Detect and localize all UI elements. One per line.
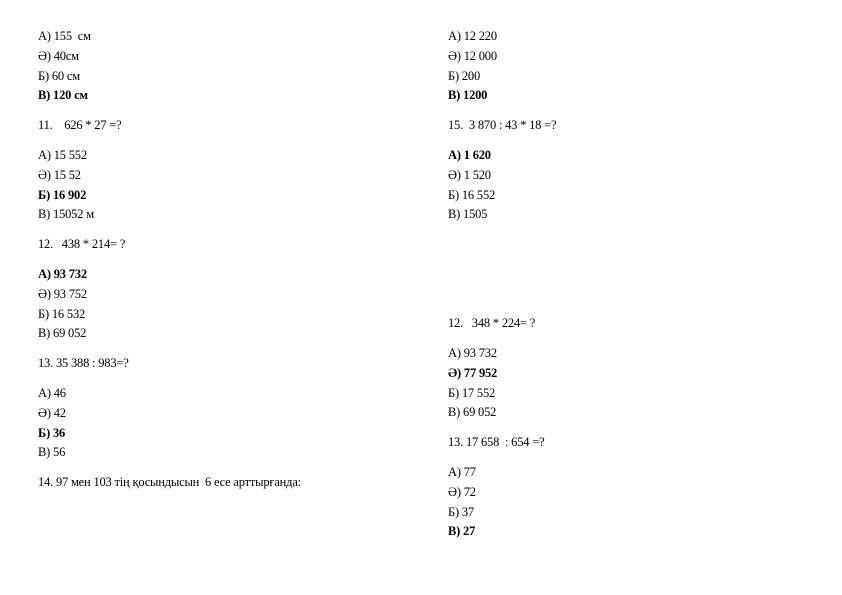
option-a-correct: А) 93 732 (38, 266, 87, 281)
option-ae: Ә) 1 520 (448, 167, 491, 182)
option-v-correct: В) 1200 (448, 88, 488, 103)
option-v: В) 1505 (448, 207, 488, 222)
question-12: 12. 438 * 214= ? (38, 237, 126, 252)
question-14: 14. 97 мен 103 тің қосындысын 6 есе арттырғанда: (38, 475, 301, 490)
option-a: А) 12 220 (448, 29, 497, 43)
option-b: Б) 16 532 (38, 306, 86, 321)
option-ae: Ә) 93 752 (38, 286, 87, 301)
question-15: 15. 3 870 : 43 * 18 =? (448, 118, 557, 133)
option-a: А) 155 см (38, 29, 91, 43)
option-a: А) 77 (448, 464, 476, 479)
option-b: Б) 200 (448, 68, 481, 83)
right-column (448, 27, 828, 542)
question-13-options (38, 384, 418, 463)
option-a: А) 93 732 (448, 345, 497, 360)
option-v: В) 15052 м (38, 207, 94, 222)
option-v: В) 56 (38, 445, 66, 460)
left-column (38, 27, 418, 493)
option-ae: Ә) 12 000 (448, 48, 497, 63)
question-12-options (448, 344, 828, 423)
option-v-correct: В) 120 см (38, 88, 88, 103)
option-b: Б) 17 552 (448, 385, 496, 400)
option-a: А) 15 552 (38, 147, 87, 162)
option-ae: Ә) 15 52 (38, 167, 81, 182)
question-11-options (38, 146, 418, 225)
option-ae-correct: Ә) 77 952 (448, 365, 498, 380)
option-b: Б) 37 (448, 504, 474, 519)
question-15-options (448, 146, 828, 225)
option-a-correct: А) 1 620 (448, 147, 491, 162)
question-12-options (38, 265, 418, 344)
question-12: 12. 348 * 224= ? (448, 316, 536, 331)
option-ae: Ә) 40см (38, 48, 79, 63)
option-a: А) 46 (38, 385, 66, 400)
question-13: 13. 17 658 : 654 =? (448, 435, 545, 450)
question-13: 13. 35 388 : 983=? (38, 356, 129, 371)
left-block1-options (38, 27, 418, 106)
option-ae: Ә) 42 (38, 405, 66, 420)
option-b-correct: Б) 16 902 (38, 187, 87, 202)
option-v-correct: В) 27 (448, 524, 476, 539)
question-13-options (448, 463, 828, 542)
option-b-correct: Б) 36 (38, 425, 66, 440)
option-b: Б) 16 552 (448, 187, 496, 202)
option-v: В) 69 052 (38, 326, 87, 341)
option-ae: Ә) 72 (448, 484, 476, 499)
question-11: 11. 626 * 27 =? (38, 118, 122, 133)
right-block1-options (448, 27, 828, 106)
option-v: В) 69 052 (448, 405, 497, 420)
option-b: Б) 60 см (38, 68, 80, 83)
